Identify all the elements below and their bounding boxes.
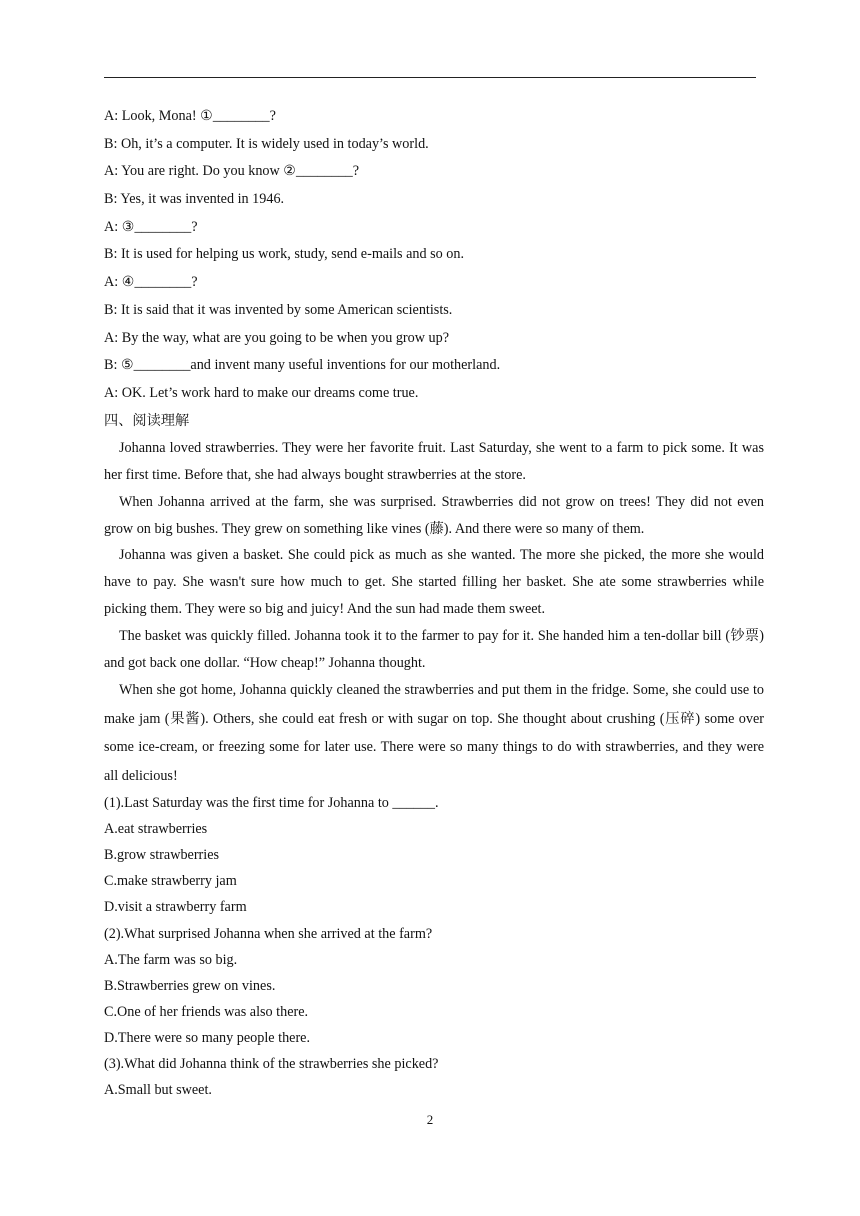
dialogue-line: A: ④________? (104, 274, 198, 291)
answer-option: D.visit a strawberry farm (104, 899, 247, 916)
answer-option: B.grow strawberries (104, 847, 220, 864)
question-3 (104, 1051, 764, 1103)
dialogue-line: B: It is used for helping us work, study, send e-mails and so on. (104, 246, 465, 263)
passage-paragraph: When she got home, Johanna quickly cleaned the strawberries and put them in the fridge. Some, she could use to make jam (果酱). Others, she could eat fresh or with sugar on top. She thought about crushing (压碎) some over some ice-cream, or freezing some for later use. There were so many things to do with strawberries, and they were all delicious! (104, 682, 764, 784)
question-stem: (3).What did Johanna think of the strawberries she picked? (104, 1055, 439, 1072)
page-content (104, 103, 764, 1103)
dialogue-line: B: Oh, it’s a computer. It is widely used in today’s world. (104, 135, 429, 152)
page-number: 2 (426, 1112, 434, 1127)
answer-option: A.eat strawberries (104, 821, 208, 838)
question-1 (104, 790, 764, 920)
passage-paragraph: The basket was quickly filled. Johanna took it to the farmer to pay for it. She handed him a ten-dollar bill (钞票) and got back one dollar. “How cheap!” Johanna thought. (104, 627, 764, 671)
section-title: 四、阅读理解 (104, 412, 190, 429)
answer-option: C.make strawberry jam (104, 873, 237, 890)
question-2 (104, 921, 764, 1051)
dialogue-line: A: You are right. Do you know ②________? (104, 163, 360, 180)
answer-option: A.The farm was so big. (104, 951, 238, 968)
question-stem: (2).What surprised Johanna when she arrived at the farm? (104, 925, 433, 942)
dialogue-line: A: Look, Mona! ①________? (104, 108, 276, 124)
reading-passage (104, 435, 764, 790)
header-rule (104, 77, 756, 78)
dialogue-line: B: It is said that it was invented by some American scientists. (104, 301, 453, 318)
dialogue (104, 103, 764, 408)
answer-option: B.Strawberries grew on vines. (104, 977, 276, 994)
passage-paragraph: When Johanna arrived at the farm, she was surprised. Strawberries did not grow on trees! They did not even grow on big bushes. They grew on something like vines (藤). And there were so many of them. (104, 493, 764, 537)
passage-paragraph: Johanna was given a basket. She could pick as much as she wanted. The more she picked, the more she would have to pay. She wasn't sure how much to get. She started filling her basket. She ate some strawberries while picking them. They were so big and juicy! And the sun had made them sweet. (104, 547, 764, 618)
answer-option: A.Small but sweet. (104, 1082, 212, 1099)
dialogue-line: A: ③________? (104, 218, 198, 235)
dialogue-line: A: By the way, what are you going to be when you grow up? (104, 329, 450, 346)
answer-option: C.One of her friends was also there. (104, 1003, 309, 1020)
dialogue-line: A: OK. Let’s work hard to make our dreams come true. (104, 384, 419, 401)
question-stem: (1).Last Saturday was the first time for Johanna to ______. (104, 795, 439, 812)
answer-option: D.There were so many people there. (104, 1029, 311, 1046)
dialogue-line: B: ⑤________and invent many useful inventions for our motherland. (104, 357, 501, 374)
passage-paragraph: Johanna loved strawberries. They were her favorite fruit. Last Saturday, she went to a farm to pick some. It was her first time. Before that, she had always bought strawberries at the store. (104, 440, 764, 484)
dialogue-line: B: Yes, it was invented in 1946. (104, 191, 285, 208)
